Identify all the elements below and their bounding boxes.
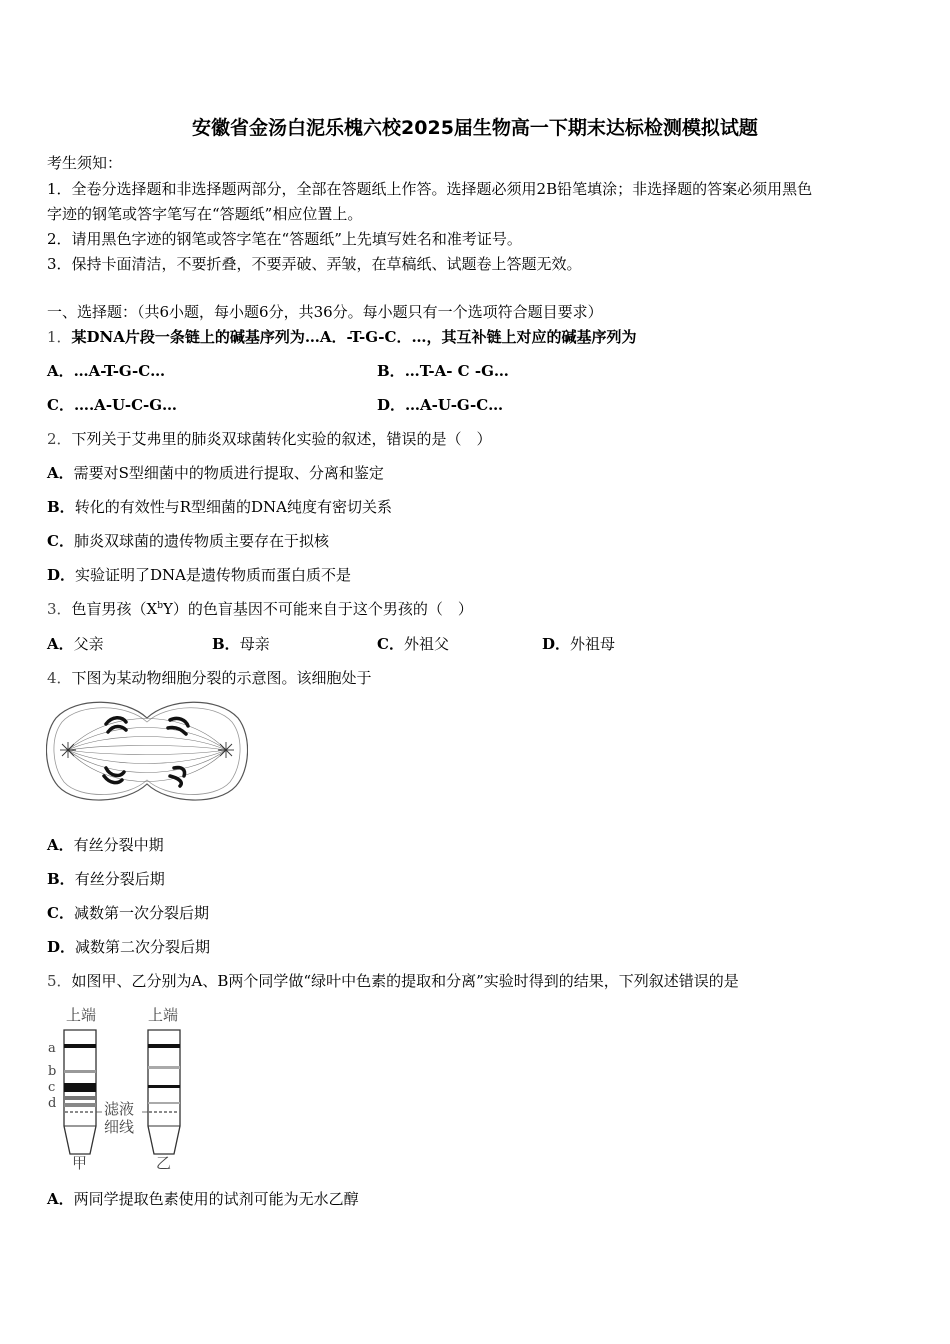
spindle-fibers bbox=[68, 719, 226, 782]
question-stem: 下列关于艾弗里的肺炎双球菌转化实验的叙述，错误的是（ ） bbox=[71, 430, 492, 448]
band-label-a: a bbox=[48, 1041, 56, 1056]
question-5 bbox=[47, 971, 739, 991]
band-d bbox=[148, 1102, 180, 1104]
section-heading: 一、选择题：（共6小题，每小题6分，共36分。每小题只有一个选项符合题目要求） bbox=[47, 303, 603, 321]
chromosomes bbox=[104, 718, 188, 786]
q3-option-d[interactable]: D．外祖母 bbox=[542, 635, 616, 653]
band-b-light bbox=[148, 1066, 180, 1069]
band-label-c: c bbox=[48, 1080, 56, 1095]
notice-item-1-line-2: 字迹的钢笔或答字笔写在“答题纸”相应位置上。 bbox=[47, 205, 363, 223]
q1-option-b[interactable]: B．…T-A- C -G… bbox=[377, 362, 509, 380]
question-stem: 下图为某动物细胞分裂的示意图。该细胞处于 bbox=[71, 669, 372, 687]
filtrate-line-label-2: 细线 bbox=[104, 1118, 135, 1136]
right-top-label: 上端 bbox=[148, 1006, 179, 1024]
q4-option-a[interactable]: A．有丝分裂中期 bbox=[47, 836, 164, 854]
q3-option-a[interactable]: A．父亲 bbox=[47, 635, 104, 653]
question-number: 5． bbox=[47, 972, 72, 990]
band-b-light bbox=[64, 1070, 96, 1073]
band-a bbox=[148, 1044, 180, 1048]
q3-option-c[interactable]: C．外祖父 bbox=[377, 635, 449, 653]
notice-item-1-line-1: 1．全卷分选择题和非选择题两部分，全部在答题纸上作答。选择题必须用2B铅笔填涂；非选择题的答案必须用黑色 bbox=[47, 180, 813, 198]
q2-option-c[interactable]: C．肺炎双球菌的遗传物质主要存在于拟核 bbox=[47, 532, 329, 550]
question-1 bbox=[47, 327, 636, 347]
band-label-b: b bbox=[48, 1064, 57, 1079]
question-2 bbox=[47, 429, 492, 449]
band-label-d: d bbox=[48, 1096, 57, 1111]
left-strip-name: 甲 bbox=[72, 1154, 88, 1172]
right-centrosome bbox=[218, 742, 234, 758]
band-a bbox=[64, 1044, 96, 1048]
question-4 bbox=[47, 668, 372, 688]
right-strip-name: 乙 bbox=[156, 1154, 172, 1172]
page-title: 安徽省金汤白泥乐槐六校2025届生物高一下期末达标检测模拟试题 bbox=[192, 117, 758, 139]
notice-heading: 考生须知： bbox=[47, 154, 123, 172]
q1-option-d[interactable]: D．…A-U-G-C… bbox=[377, 396, 504, 414]
strip-jia bbox=[64, 1030, 96, 1154]
q5-option-a[interactable]: A．两同学提取色素使用的试剂可能为无水乙醇 bbox=[47, 1190, 359, 1208]
q4-option-d[interactable]: D．减数第二次分裂后期 bbox=[47, 938, 211, 956]
q2-option-a[interactable]: A．需要对S型细菌中的物质进行提取、分离和鉴定 bbox=[47, 464, 384, 482]
band-c bbox=[64, 1096, 96, 1100]
q4-option-c[interactable]: C．减数第一次分裂后期 bbox=[47, 904, 209, 922]
q2-option-d[interactable]: D．实验证明了DNA是遗传物质而蛋白质不是 bbox=[47, 566, 352, 584]
left-centrosome bbox=[60, 742, 76, 758]
question-number: 1． bbox=[47, 328, 72, 346]
chromatography-figure bbox=[44, 1002, 204, 1172]
question-stem: 某DNA片段一条链上的碱基序列为…A．-T-G-C．…，其互补链上对应的碱基序列为 bbox=[71, 328, 637, 346]
question-stem: 如图甲、乙分别为A、B两个同学做“绿叶中色素的提取和分离”实验时得到的结果，下列叙述错误的是 bbox=[71, 972, 739, 990]
band-d bbox=[64, 1103, 96, 1107]
question-number: 4． bbox=[47, 669, 72, 687]
question-number: 3． bbox=[47, 600, 72, 618]
band-b bbox=[64, 1083, 96, 1092]
q1-option-a[interactable]: A．…A-T-G-C… bbox=[47, 362, 166, 380]
q2-option-b[interactable]: B．转化的有效性与R型细菌的DNA纯度有密切关系 bbox=[47, 498, 392, 516]
filtrate-line-label-1: 滤液 bbox=[104, 1100, 135, 1118]
notice-item-3: 3．保持卡面清洁，不要折叠，不要弄破、弄皱，在草稿纸、试题卷上答题无效。 bbox=[47, 255, 582, 273]
band-b bbox=[148, 1085, 180, 1088]
q1-option-c[interactable]: C．….A-U-C-G… bbox=[47, 396, 178, 414]
question-3: 3．色盲男孩$(X^bY)$的色盲基因不可能来自于这个男孩的（ ） bbox=[47, 600, 473, 618]
question-number: 2． bbox=[47, 430, 72, 448]
left-top-label: 上端 bbox=[66, 1006, 97, 1024]
q4-option-b[interactable]: B．有丝分裂后期 bbox=[47, 870, 165, 888]
cell-division-figure bbox=[46, 698, 248, 804]
q3-option-b[interactable]: B．母亲 bbox=[212, 635, 270, 653]
strip-yi bbox=[148, 1030, 180, 1154]
notice-item-2: 2．请用黑色字迹的钢笔或答字笔在“答题纸”上先填写姓名和准考证号。 bbox=[47, 230, 522, 248]
